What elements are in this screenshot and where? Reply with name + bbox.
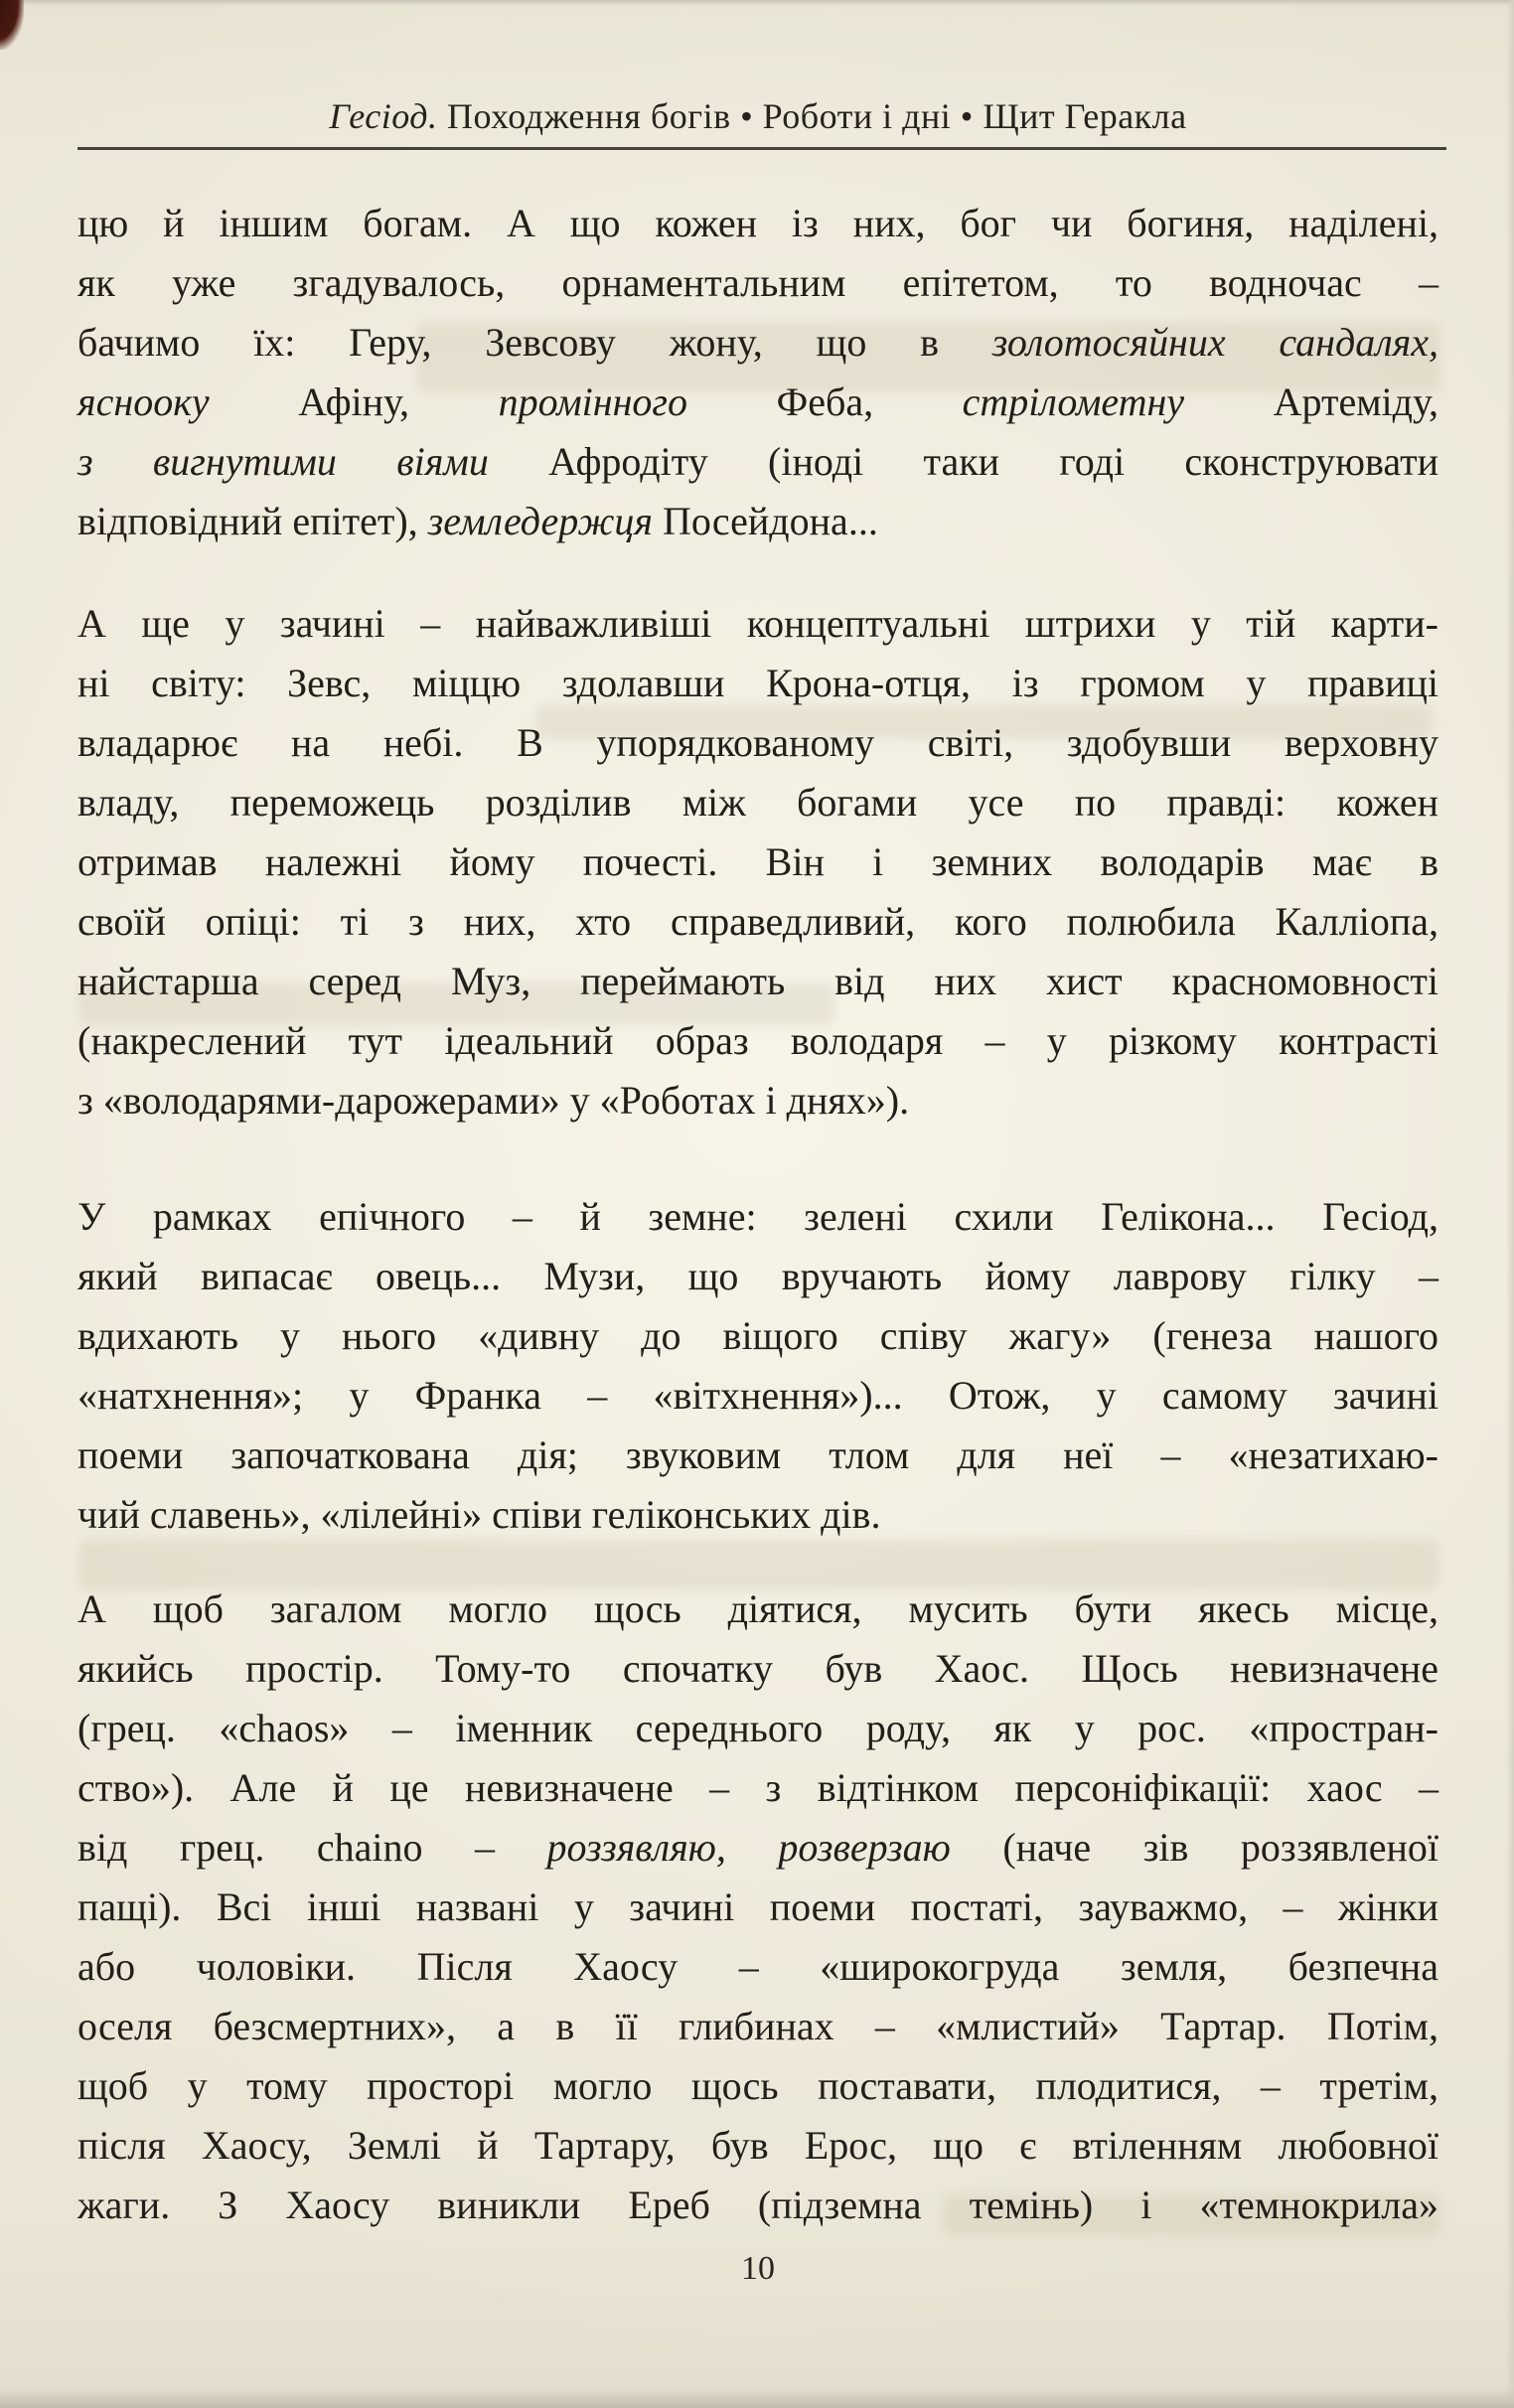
text-run: (наче зів роззявленої (950, 1825, 1438, 1870)
text-run: найстарша серед Муз, переймають від них хист красномовності (77, 959, 1438, 1003)
text-line (77, 492, 1438, 551)
text-line (77, 1247, 1438, 1306)
text-run: цю й іншим богам. А що кожен із них, бог чи богиня, наділені, (77, 201, 1438, 245)
text-run: бачимо їх: Геру, Зевсову жону, що в (77, 320, 992, 365)
italic-text-run: золотосяйних сандалях, (991, 320, 1438, 365)
text-run: жаги. З Хаосу виникли Ереб (підземна темінь) і «темнокрила» (77, 2182, 1438, 2227)
text-line (77, 1580, 1438, 1639)
text-run: якийсь простір. Тому-то спочатку був Хаос. Щось невизначене (77, 1646, 1438, 1691)
text-line (77, 1426, 1438, 1485)
scan-edge-right (1506, 0, 1514, 2408)
text-line (77, 313, 1438, 373)
text-run: який випасає овець... Музи, що вручають йому лаврову гілку – (77, 1254, 1438, 1298)
text-run: У рамках епічного – й земне: зелені схили Гелікона... Гесіод, (77, 1194, 1438, 1239)
text-line (77, 1758, 1438, 1818)
text-line (77, 1818, 1438, 1878)
text-line (77, 1366, 1438, 1426)
text-run: після Хаосу, Землі й Тартару, був Ерос, що є втіленням любовної (77, 2123, 1438, 2168)
page-number: 10 (741, 2250, 775, 2287)
scan-edge-top (0, 0, 1514, 6)
text-run: владу, переможець розділив між богами усе по правді: кожен (77, 780, 1438, 825)
italic-text-run: яснооку (77, 379, 210, 424)
text-run: чий славень», «лілейні» співи геліконських дів. (77, 1492, 881, 1537)
text-line (77, 1937, 1438, 1997)
text-run: ство»). Але й це невизначене – з відтінком персоніфікації: хаос – (77, 1765, 1438, 1810)
text-run: поеми започаткована дія; звуковим тлом для неї – «незатихаю- (77, 1432, 1438, 1477)
italic-text-run: з вигнутими віями (77, 439, 489, 484)
text-line (77, 654, 1438, 713)
text-run: (грец. «chaos» – іменник середнього роду, як у рос. «простран- (77, 1706, 1438, 1750)
text-line (77, 892, 1438, 952)
italic-text-run: Гесіод. (329, 96, 438, 136)
text-run: з «володарями-дарожерами» у «Роботах і днях»). (77, 1078, 910, 1123)
text-line (77, 1639, 1438, 1699)
text-line (77, 1071, 1438, 1130)
text-line (77, 832, 1438, 892)
running-header (77, 93, 1438, 139)
scan-edge-bottom (0, 2388, 1514, 2408)
text-run: Артеміду, (1184, 379, 1439, 424)
italic-text-run: земледержця (427, 499, 654, 543)
header-rule (77, 147, 1446, 150)
text-line (77, 773, 1438, 832)
text-run: як уже згадувалось, орнаментальним епітетом, то водночас – (77, 260, 1438, 305)
text-run: отримав належні йому почесті. Він і земних володарів має в (77, 839, 1438, 884)
text-line (77, 2116, 1438, 2176)
text-run: щоб у тому просторі могло щось поставати, плодитися, – третім, (77, 2063, 1438, 2108)
paragraph-4 (77, 1580, 1438, 2235)
text-line (77, 1878, 1438, 1937)
text-line (77, 194, 1438, 253)
scan-corner-mark (0, 0, 24, 50)
text-line (77, 1187, 1438, 1247)
paragraph-3 (77, 1187, 1438, 1545)
text-line (77, 1997, 1438, 2056)
text-run: Походження богів • Роботи і дні • Щит Геракла (437, 96, 1187, 136)
italic-text-run: промінного (498, 379, 688, 424)
text-run: «натхнення»; у Франка – «вітхнення»)... Отож, у самому зачині (77, 1373, 1438, 1418)
text-run: А щоб загалом могло щось діятися, мусить бути якесь місце, (77, 1586, 1438, 1631)
text-run: (накреслений тут ідеальний образ володаря – у різкому контрасті (77, 1018, 1438, 1063)
text-line (77, 1011, 1438, 1071)
text-run: оселя безсмертних», а в її глибинах – «млистий» Тартар. Потім, (77, 2004, 1438, 2048)
text-line (77, 373, 1438, 432)
italic-text-run: роззявляю, розверзаю (546, 1825, 951, 1870)
text-run: Афіну, (209, 379, 499, 424)
text-line (77, 1306, 1438, 1366)
text-run: своїй опіці: ті з них, хто справедливий, кого полюбила Калліопа, (77, 899, 1438, 944)
italic-text-run: стрілометну (962, 379, 1185, 424)
text-run: Посейдона... (653, 499, 878, 543)
text-line (77, 1485, 1438, 1545)
text-run: Афродіту (іноді таки годі сконструювати (488, 439, 1439, 484)
text-run: від грец. chaino – (77, 1825, 547, 1870)
text-line (77, 2056, 1438, 2116)
text-run: відповідний епітет), (77, 499, 428, 543)
text-line (77, 713, 1438, 773)
text-run: пащі). Всі інші названі у зачині поеми постаті, зауважмо, – жінки (77, 1884, 1438, 1929)
text-line (77, 1699, 1438, 1758)
text-line (77, 594, 1438, 654)
text-run: вдихають у нього «дивну до віщого співу жагу» (генеза нашого (77, 1313, 1438, 1358)
text-line (77, 253, 1438, 313)
text-line (77, 432, 1438, 492)
paragraph-1 (77, 194, 1438, 551)
text-run: або чоловіки. Після Хаосу – «широкогруда земля, безпечна (77, 1944, 1438, 1989)
text-run: А ще у зачині – найважливіші концептуальні штрихи у тій карти- (77, 601, 1438, 646)
text-run: ні світу: Зевс, міццю здолавши Крона-отця, із громом у правиці (77, 661, 1438, 705)
paragraph-2 (77, 594, 1438, 1130)
text-run: владарює на небі. В упорядкованому світі, здобувши верховну (77, 720, 1438, 765)
text-line (77, 2176, 1438, 2235)
text-line (77, 952, 1438, 1011)
text-run: Феба, (687, 379, 963, 424)
